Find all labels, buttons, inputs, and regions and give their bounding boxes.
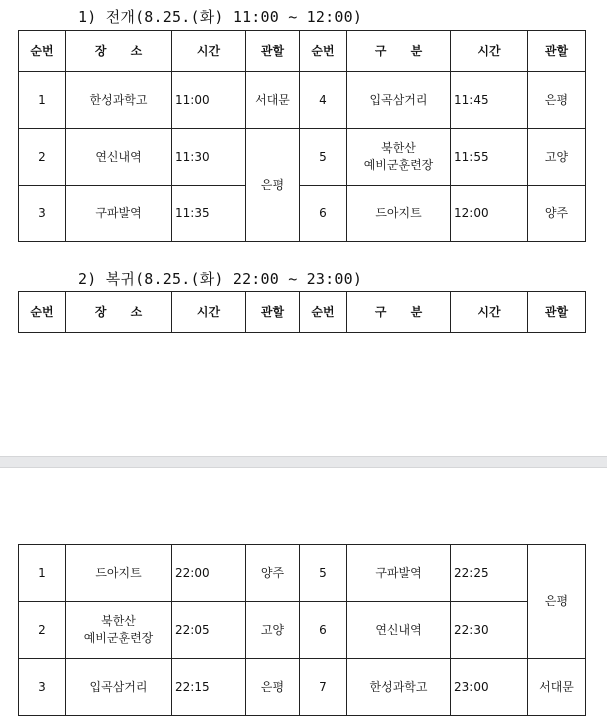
cell-time: 11:35 — [172, 186, 246, 242]
cell-time: 22:15 — [172, 659, 246, 716]
header-area: 관할 — [246, 292, 300, 333]
header-no: 순번 — [300, 292, 347, 333]
cell-time: 22:30 — [451, 602, 528, 659]
header-no: 순번 — [19, 31, 66, 72]
cell-time: 23:00 — [451, 659, 528, 716]
header-no: 순번 — [19, 292, 66, 333]
header-time: 시간 — [172, 31, 246, 72]
table-header-row — [19, 292, 586, 333]
place-line: 북한산 — [381, 141, 416, 155]
header-area: 관할 — [528, 31, 586, 72]
header-area: 관할 — [246, 31, 300, 72]
cell-area: 은평 — [528, 72, 586, 129]
cell-area: 은평 — [246, 659, 300, 716]
cell-time: 11:55 — [451, 129, 528, 186]
cell-area: 서대문 — [246, 72, 300, 129]
page-break-divider — [0, 456, 607, 468]
table-row — [19, 545, 586, 602]
table-row — [19, 72, 586, 129]
cell-no: 1 — [19, 72, 66, 129]
cell-place: 입곡삼거리 — [347, 72, 451, 129]
return-table-body — [18, 544, 586, 716]
table-header-row — [19, 31, 586, 72]
cell-no: 6 — [300, 602, 347, 659]
place-line: 예비군훈련장 — [83, 631, 154, 645]
cell-area: 고양 — [246, 602, 300, 659]
cell-no: 7 — [300, 659, 347, 716]
cell-place — [66, 602, 172, 659]
cell-place: 입곡삼거리 — [66, 659, 172, 716]
header-category: 구 분 — [347, 292, 451, 333]
cell-no: 1 — [19, 545, 66, 602]
cell-area: 은평 — [246, 129, 300, 242]
cell-place: 드아지트 — [66, 545, 172, 602]
cell-place: 드아지트 — [347, 186, 451, 242]
section2-title: 2) 복귀(8.25.(화) 22:00 ~ 23:00) — [78, 270, 363, 288]
section1-title: 1) 전개(8.25.(화) 11:00 ~ 12:00) — [78, 8, 363, 26]
return-table-header — [18, 291, 586, 333]
header-area: 관할 — [528, 292, 586, 333]
header-time: 시간 — [451, 292, 528, 333]
table-row — [19, 186, 586, 242]
cell-time: 22:00 — [172, 545, 246, 602]
place-line: 예비군훈련장 — [363, 158, 434, 172]
cell-area: 서대문 — [528, 659, 586, 716]
cell-no: 6 — [300, 186, 347, 242]
header-place: 장 소 — [66, 292, 172, 333]
cell-time: 11:00 — [172, 72, 246, 129]
cell-time: 22:05 — [172, 602, 246, 659]
deployment-table — [18, 30, 586, 242]
cell-time: 22:25 — [451, 545, 528, 602]
header-time: 시간 — [172, 292, 246, 333]
cell-area: 양주 — [246, 545, 300, 602]
cell-area: 양주 — [528, 186, 586, 242]
cell-no: 2 — [19, 129, 66, 186]
cell-time: 11:45 — [451, 72, 528, 129]
header-place: 장 소 — [66, 31, 172, 72]
cell-time: 12:00 — [451, 186, 528, 242]
table-row — [19, 129, 586, 186]
cell-no: 3 — [19, 186, 66, 242]
cell-place: 구파발역 — [347, 545, 451, 602]
table-row — [19, 659, 586, 716]
cell-place: 연신내역 — [66, 129, 172, 186]
cell-no: 3 — [19, 659, 66, 716]
cell-no: 2 — [19, 602, 66, 659]
place-line: 북한산 — [101, 614, 136, 628]
header-no: 순번 — [300, 31, 347, 72]
cell-time: 11:30 — [172, 129, 246, 186]
cell-place: 한성과학고 — [347, 659, 451, 716]
cell-area: 은평 — [528, 545, 586, 659]
table-row — [19, 602, 586, 659]
cell-place: 연신내역 — [347, 602, 451, 659]
header-time: 시간 — [451, 31, 528, 72]
cell-area: 고양 — [528, 129, 586, 186]
cell-place — [347, 129, 451, 186]
cell-place: 구파발역 — [66, 186, 172, 242]
cell-no: 4 — [300, 72, 347, 129]
header-category: 구 분 — [347, 31, 451, 72]
cell-place: 한성과학고 — [66, 72, 172, 129]
cell-no: 5 — [300, 129, 347, 186]
cell-no: 5 — [300, 545, 347, 602]
